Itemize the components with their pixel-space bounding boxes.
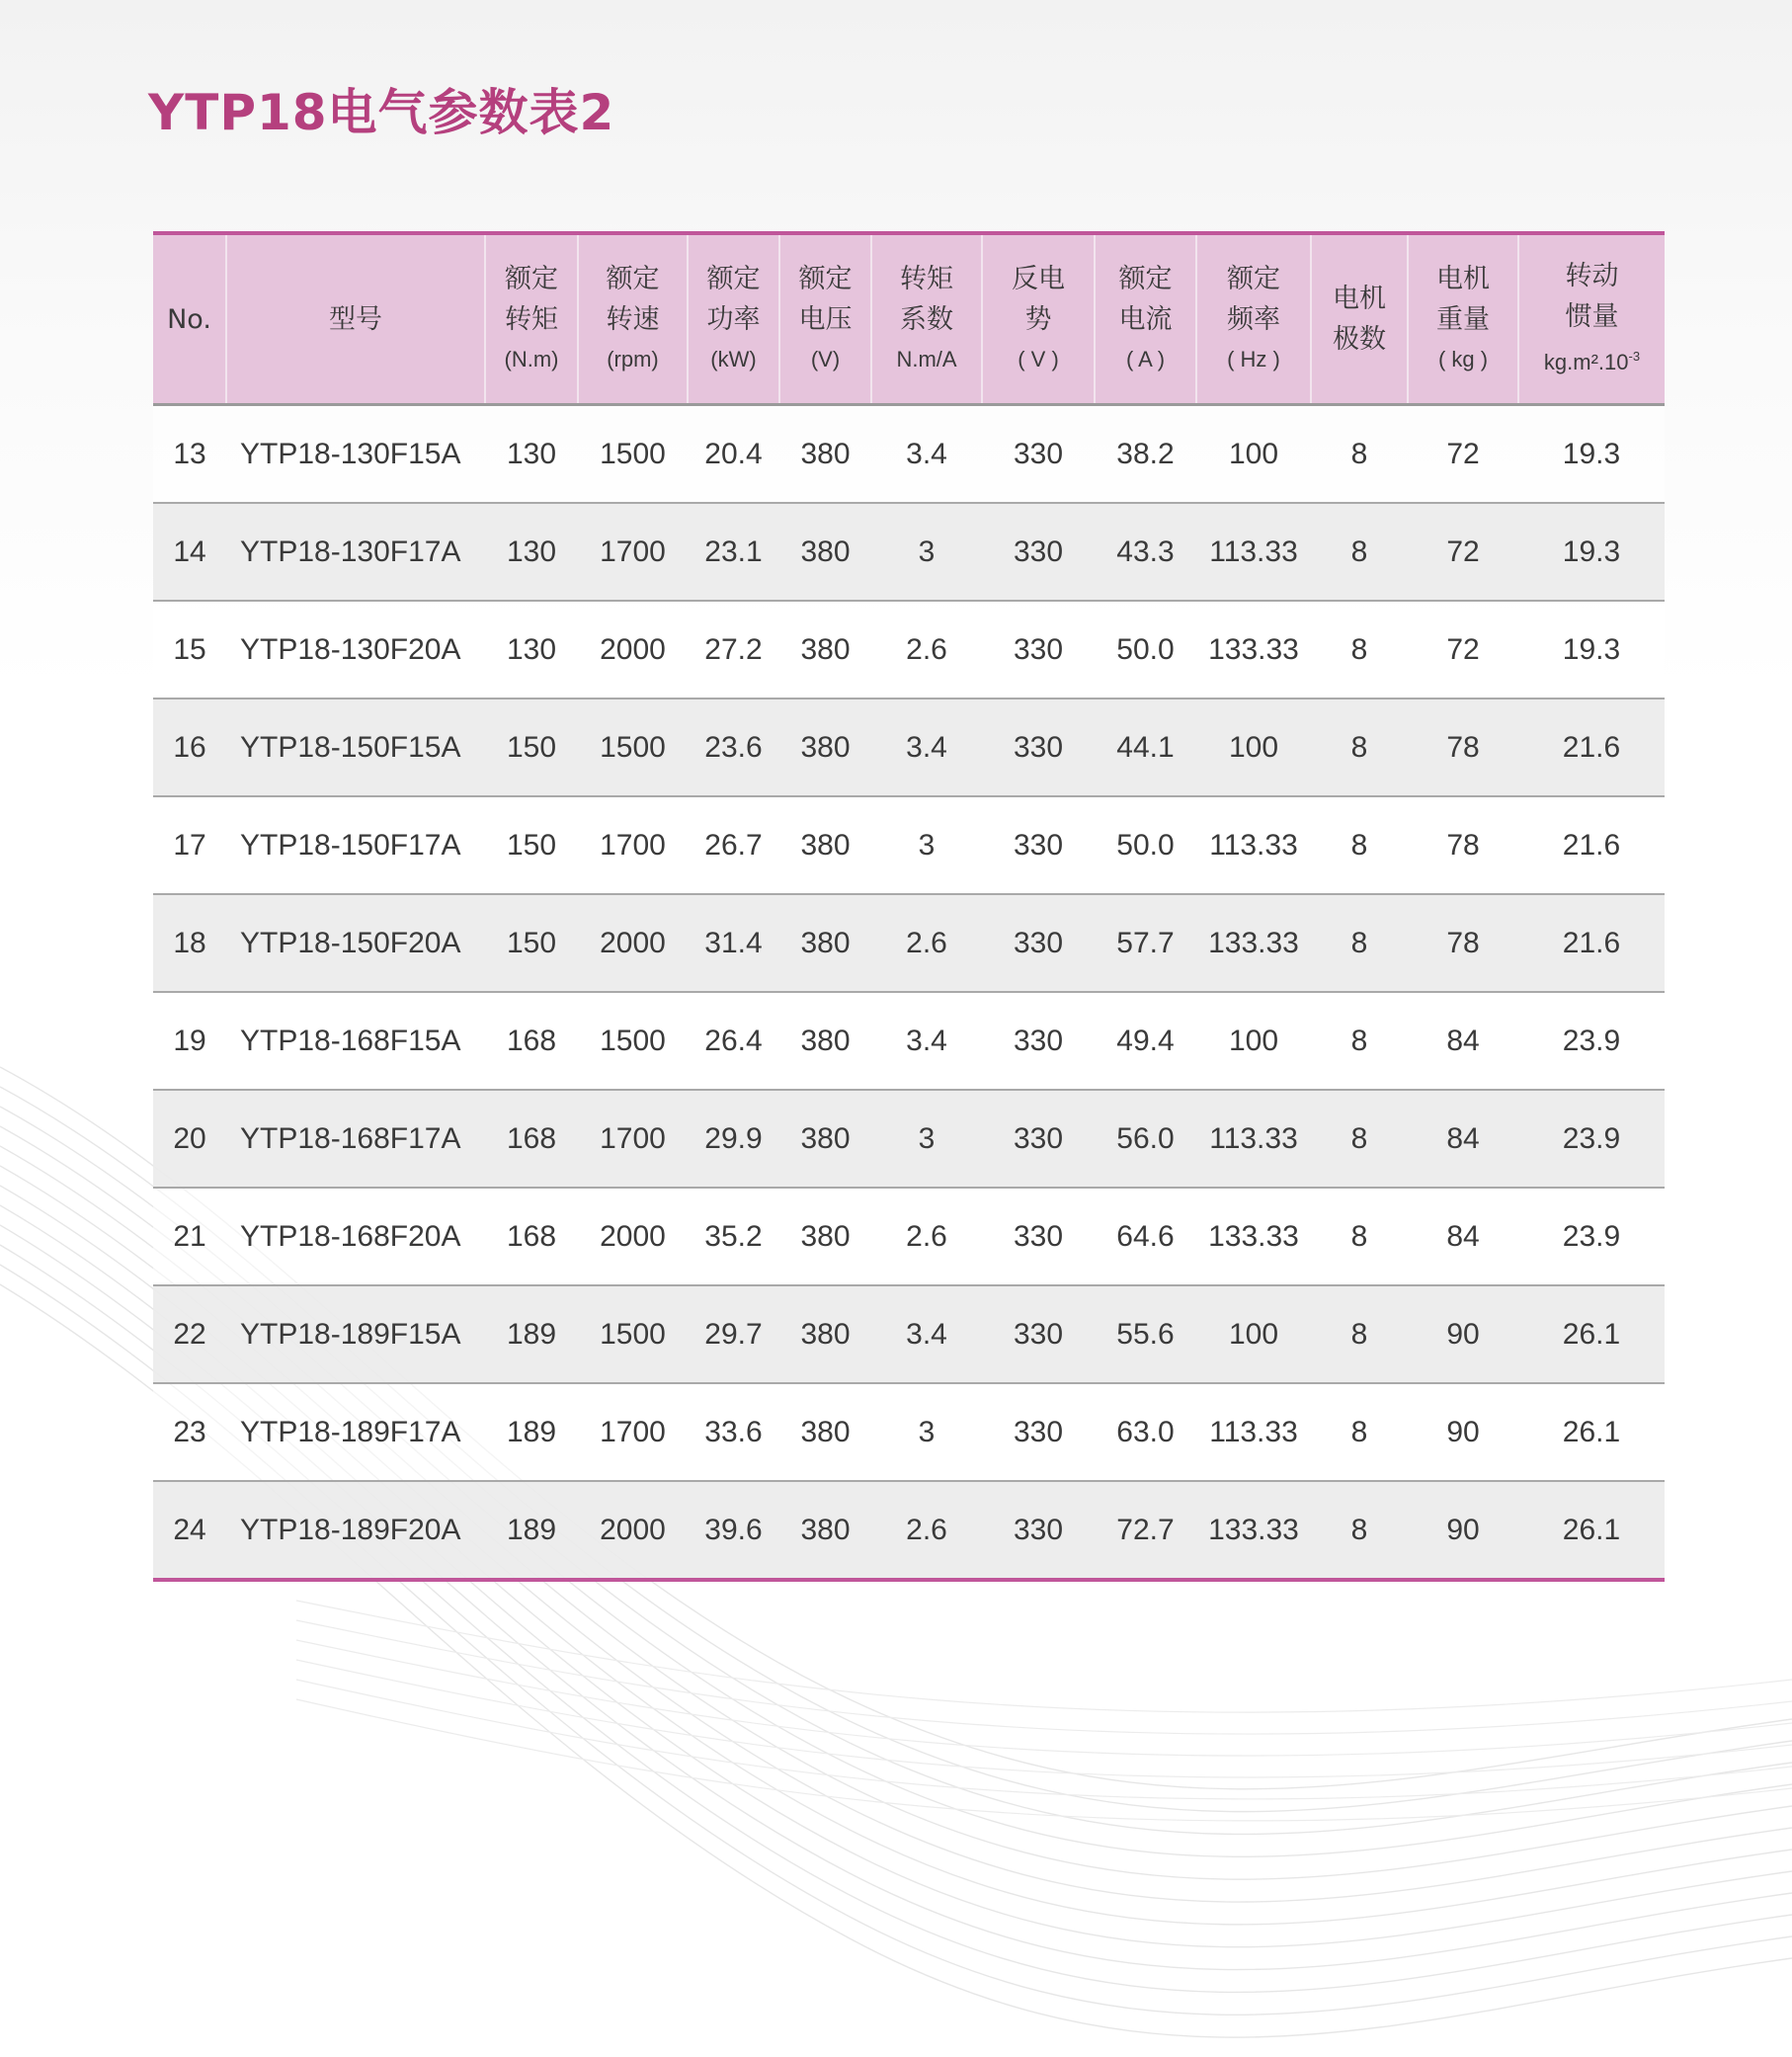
header-label-line: 转矩 (900, 264, 953, 294)
cell-rated-current: 49.4 (1095, 992, 1196, 1090)
header-unit-text: (rpm) (607, 347, 659, 371)
cell-rated-power: 23.1 (688, 503, 779, 601)
cell-rated-voltage: 380 (779, 601, 871, 699)
cell-inertia: 26.1 (1518, 1383, 1665, 1481)
cell-rated-power: 27.2 (688, 601, 779, 699)
cell-rated-speed: 2000 (578, 1188, 688, 1285)
cell-rated-speed: 1700 (578, 1383, 688, 1481)
cell-back-emf: 330 (982, 601, 1095, 699)
cell-weight: 90 (1408, 1481, 1518, 1580)
header-label-line: 电压 (798, 304, 853, 335)
cell-no: 16 (153, 699, 226, 796)
cell-torque-coefficient: 2.6 (871, 1188, 982, 1285)
cell-weight: 72 (1408, 601, 1518, 699)
header-label-line: No. (167, 303, 211, 335)
cell-back-emf: 330 (982, 405, 1095, 504)
cell-inertia: 23.9 (1518, 1188, 1665, 1285)
cell-no: 13 (153, 405, 226, 504)
cell-rated-frequency: 100 (1196, 1285, 1311, 1383)
cell-weight: 78 (1408, 796, 1518, 894)
cell-rated-speed: 1500 (578, 1285, 688, 1383)
cell-rated-frequency: 113.33 (1196, 796, 1311, 894)
cell-rated-current: 57.7 (1095, 894, 1196, 992)
cell-inertia: 23.9 (1518, 992, 1665, 1090)
cell-rated-frequency: 113.33 (1196, 1383, 1311, 1481)
header-label-line: 电机 (1436, 264, 1490, 294)
cell-rated-frequency: 133.33 (1196, 1188, 1311, 1285)
cell-back-emf: 330 (982, 1481, 1095, 1580)
cell-inertia: 26.1 (1518, 1285, 1665, 1383)
header-label-line: 额定 (505, 264, 558, 294)
cell-rated-power: 20.4 (688, 405, 779, 504)
header-label-line: 额定 (1227, 264, 1280, 294)
header-unit-text: kg.m².10 (1543, 350, 1629, 374)
header-unit-text: ( V ) (1018, 347, 1059, 371)
header-unit (689, 340, 778, 379)
cell-rated-power: 35.2 (688, 1188, 779, 1285)
table-row (153, 796, 1665, 894)
cell-poles: 8 (1311, 405, 1408, 504)
cell-rated-frequency: 113.33 (1196, 503, 1311, 601)
cell-inertia: 21.6 (1518, 796, 1665, 894)
cell-poles: 8 (1311, 1090, 1408, 1188)
cell-rated-current: 55.6 (1095, 1285, 1196, 1383)
cell-back-emf: 330 (982, 1188, 1095, 1285)
header-label-line: 电流 (1118, 304, 1173, 335)
cell-weight: 72 (1408, 503, 1518, 601)
cell-poles: 8 (1311, 894, 1408, 992)
cell-torque-coefficient: 2.6 (871, 601, 982, 699)
column-header-no (153, 233, 226, 405)
cell-weight: 90 (1408, 1285, 1518, 1383)
cell-back-emf: 330 (982, 1285, 1095, 1383)
cell-weight: 84 (1408, 1090, 1518, 1188)
header-label-line: 转动 (1565, 261, 1619, 291)
table-row (153, 699, 1665, 796)
cell-back-emf: 330 (982, 894, 1095, 992)
parameter-table (153, 231, 1665, 1582)
cell-poles: 8 (1311, 503, 1408, 601)
cell-back-emf: 330 (982, 503, 1095, 601)
cell-rated-power: 26.7 (688, 796, 779, 894)
cell-poles: 8 (1311, 1285, 1408, 1383)
header-unit-text: ( Hz ) (1227, 347, 1280, 371)
cell-weight: 78 (1408, 894, 1518, 992)
cell-torque-coefficient: 3 (871, 796, 982, 894)
cell-poles: 8 (1311, 992, 1408, 1090)
table-header (153, 233, 1665, 405)
cell-no: 23 (153, 1383, 226, 1481)
column-header-back-emf (982, 233, 1095, 405)
header-label-line: 转矩 (505, 304, 558, 335)
cell-back-emf: 330 (982, 1090, 1095, 1188)
header-unit-text: ( A ) (1125, 347, 1166, 371)
cell-model: YTP18-168F15A (226, 992, 485, 1090)
table-body (153, 405, 1665, 1581)
column-header-rated-voltage (779, 233, 871, 405)
cell-rated-power: 29.9 (688, 1090, 779, 1188)
header-unit-superscript: -3 (1628, 349, 1641, 364)
cell-weight: 90 (1408, 1383, 1518, 1481)
table-row (153, 1090, 1665, 1188)
cell-rated-torque: 150 (485, 699, 578, 796)
cell-rated-torque: 130 (485, 601, 578, 699)
header-row (153, 233, 1665, 405)
cell-rated-frequency: 133.33 (1196, 601, 1311, 699)
column-header-rated-speed (578, 233, 688, 405)
cell-torque-coefficient: 2.6 (871, 1481, 982, 1580)
cell-inertia: 21.6 (1518, 894, 1665, 992)
cell-no: 17 (153, 796, 226, 894)
cell-torque-coefficient: 2.6 (871, 894, 982, 992)
header-unit-text: (V) (810, 347, 841, 371)
header-label-line: 功率 (706, 304, 761, 335)
cell-back-emf: 330 (982, 796, 1095, 894)
column-header-rated-frequency (1196, 233, 1311, 405)
cell-rated-torque: 150 (485, 796, 578, 894)
header-label-line: 额定 (706, 264, 761, 294)
column-header-torque-coefficient (871, 233, 982, 405)
cell-rated-speed: 1700 (578, 796, 688, 894)
cell-rated-speed: 2000 (578, 894, 688, 992)
header-unit (1409, 340, 1517, 379)
header-unit (1096, 340, 1195, 379)
table-row (153, 601, 1665, 699)
cell-back-emf: 330 (982, 699, 1095, 796)
table-row (153, 894, 1665, 992)
cell-rated-voltage: 380 (779, 1188, 871, 1285)
cell-rated-power: 29.7 (688, 1285, 779, 1383)
cell-rated-torque: 168 (485, 1188, 578, 1285)
cell-no: 24 (153, 1481, 226, 1580)
table-row (153, 405, 1665, 504)
cell-no: 22 (153, 1285, 226, 1383)
cell-weight: 78 (1408, 699, 1518, 796)
cell-inertia: 23.9 (1518, 1090, 1665, 1188)
header-unit (983, 340, 1094, 379)
header-label-line: 频率 (1227, 304, 1280, 335)
cell-rated-speed: 2000 (578, 1481, 688, 1580)
cell-poles: 8 (1311, 796, 1408, 894)
cell-weight: 72 (1408, 405, 1518, 504)
cell-model: YTP18-130F20A (226, 601, 485, 699)
cell-no: 18 (153, 894, 226, 992)
header-unit (486, 340, 577, 379)
table-row (153, 503, 1665, 601)
table-row (153, 1188, 1665, 1285)
cell-rated-voltage: 380 (779, 796, 871, 894)
cell-rated-power: 33.6 (688, 1383, 779, 1481)
cell-rated-torque: 189 (485, 1383, 578, 1481)
cell-rated-frequency: 113.33 (1196, 1090, 1311, 1188)
column-header-model (226, 233, 485, 405)
cell-torque-coefficient: 3 (871, 503, 982, 601)
cell-rated-frequency: 133.33 (1196, 894, 1311, 992)
cell-rated-frequency: 100 (1196, 405, 1311, 504)
cell-rated-torque: 189 (485, 1481, 578, 1580)
cell-rated-voltage: 380 (779, 1285, 871, 1383)
cell-rated-torque: 130 (485, 405, 578, 504)
cell-rated-current: 72.7 (1095, 1481, 1196, 1580)
cell-rated-torque: 150 (485, 894, 578, 992)
header-label-line: 型号 (329, 303, 382, 335)
cell-rated-current: 44.1 (1095, 699, 1196, 796)
cell-no: 21 (153, 1188, 226, 1285)
header-unit (1519, 337, 1665, 382)
cell-model: YTP18-150F15A (226, 699, 485, 796)
cell-rated-current: 38.2 (1095, 405, 1196, 504)
cell-poles: 8 (1311, 1188, 1408, 1285)
header-unit (780, 340, 870, 379)
cell-poles: 8 (1311, 1481, 1408, 1580)
header-unit-text: ( kg ) (1437, 347, 1489, 371)
header-label-line: 极数 (1333, 324, 1386, 355)
cell-model: YTP18-189F15A (226, 1285, 485, 1383)
cell-model: YTP18-150F17A (226, 796, 485, 894)
cell-rated-speed: 2000 (578, 601, 688, 699)
table-row (153, 1383, 1665, 1481)
cell-back-emf: 330 (982, 1383, 1095, 1481)
cell-rated-speed: 1500 (578, 405, 688, 504)
header-unit-text: (kW) (710, 347, 757, 371)
cell-rated-power: 23.6 (688, 699, 779, 796)
cell-rated-current: 50.0 (1095, 601, 1196, 699)
cell-no: 14 (153, 503, 226, 601)
cell-torque-coefficient: 3.4 (871, 1285, 982, 1383)
column-header-weight (1408, 233, 1518, 405)
cell-torque-coefficient: 3.4 (871, 992, 982, 1090)
header-label-line: 额定 (798, 264, 853, 294)
cell-rated-speed: 1500 (578, 992, 688, 1090)
header-label-line: 反电 (1012, 264, 1065, 294)
header-unit (872, 340, 981, 379)
header-unit (579, 340, 687, 379)
page-title: YTP18电气参数表2 (148, 84, 615, 141)
header-label-line: 重量 (1436, 304, 1490, 335)
cell-model: YTP18-189F20A (226, 1481, 485, 1580)
cell-rated-torque: 130 (485, 503, 578, 601)
cell-torque-coefficient: 3.4 (871, 699, 982, 796)
header-label-line: 额定 (1118, 264, 1173, 294)
cell-rated-voltage: 380 (779, 699, 871, 796)
cell-no: 20 (153, 1090, 226, 1188)
cell-torque-coefficient: 3 (871, 1383, 982, 1481)
cell-rated-speed: 1500 (578, 699, 688, 796)
cell-rated-speed: 1700 (578, 503, 688, 601)
cell-rated-voltage: 380 (779, 1383, 871, 1481)
cell-inertia: 21.6 (1518, 699, 1665, 796)
cell-no: 19 (153, 992, 226, 1090)
cell-rated-frequency: 133.33 (1196, 1481, 1311, 1580)
cell-rated-voltage: 380 (779, 894, 871, 992)
cell-rated-voltage: 380 (779, 503, 871, 601)
cell-rated-voltage: 380 (779, 405, 871, 504)
cell-no: 15 (153, 601, 226, 699)
cell-rated-power: 26.4 (688, 992, 779, 1090)
cell-model: YTP18-150F20A (226, 894, 485, 992)
header-label-line: 势 (1024, 304, 1052, 335)
cell-poles: 8 (1311, 601, 1408, 699)
cell-rated-power: 39.6 (688, 1481, 779, 1580)
column-header-poles (1311, 233, 1408, 405)
cell-rated-current: 43.3 (1095, 503, 1196, 601)
cell-poles: 8 (1311, 1383, 1408, 1481)
cell-rated-frequency: 100 (1196, 699, 1311, 796)
header-label-line: 额定 (606, 264, 660, 294)
cell-inertia: 19.3 (1518, 601, 1665, 699)
column-header-rated-power (688, 233, 779, 405)
column-header-inertia (1518, 233, 1665, 405)
table-row (153, 1481, 1665, 1580)
cell-rated-torque: 189 (485, 1285, 578, 1383)
header-label-line: 系数 (900, 304, 953, 335)
cell-rated-voltage: 380 (779, 1090, 871, 1188)
cell-rated-voltage: 380 (779, 992, 871, 1090)
column-header-rated-torque (485, 233, 578, 405)
cell-rated-speed: 1700 (578, 1090, 688, 1188)
cell-model: YTP18-130F15A (226, 405, 485, 504)
header-label-line: 电机 (1333, 284, 1386, 314)
cell-model: YTP18-168F20A (226, 1188, 485, 1285)
cell-torque-coefficient: 3.4 (871, 405, 982, 504)
cell-rated-frequency: 100 (1196, 992, 1311, 1090)
cell-model: YTP18-168F17A (226, 1090, 485, 1188)
cell-inertia: 19.3 (1518, 503, 1665, 601)
cell-rated-current: 50.0 (1095, 796, 1196, 894)
cell-inertia: 26.1 (1518, 1481, 1665, 1580)
header-unit (1197, 340, 1310, 379)
cell-inertia: 19.3 (1518, 405, 1665, 504)
table-row (153, 992, 1665, 1090)
cell-rated-voltage: 380 (779, 1481, 871, 1580)
table-row (153, 1285, 1665, 1383)
header-unit-text: (N.m) (504, 347, 559, 371)
column-header-rated-current (1095, 233, 1196, 405)
cell-poles: 8 (1311, 699, 1408, 796)
cell-back-emf: 330 (982, 992, 1095, 1090)
header-label-line: 惯量 (1565, 301, 1619, 332)
cell-weight: 84 (1408, 1188, 1518, 1285)
cell-rated-torque: 168 (485, 1090, 578, 1188)
cell-rated-torque: 168 (485, 992, 578, 1090)
cell-rated-power: 31.4 (688, 894, 779, 992)
header-unit-text: N.m/A (896, 347, 957, 371)
cell-weight: 84 (1408, 992, 1518, 1090)
cell-rated-current: 64.6 (1095, 1188, 1196, 1285)
header-label-line: 转速 (606, 304, 660, 335)
cell-rated-current: 63.0 (1095, 1383, 1196, 1481)
cell-rated-current: 56.0 (1095, 1090, 1196, 1188)
cell-model: YTP18-189F17A (226, 1383, 485, 1481)
cell-torque-coefficient: 3 (871, 1090, 982, 1188)
cell-model: YTP18-130F17A (226, 503, 485, 601)
